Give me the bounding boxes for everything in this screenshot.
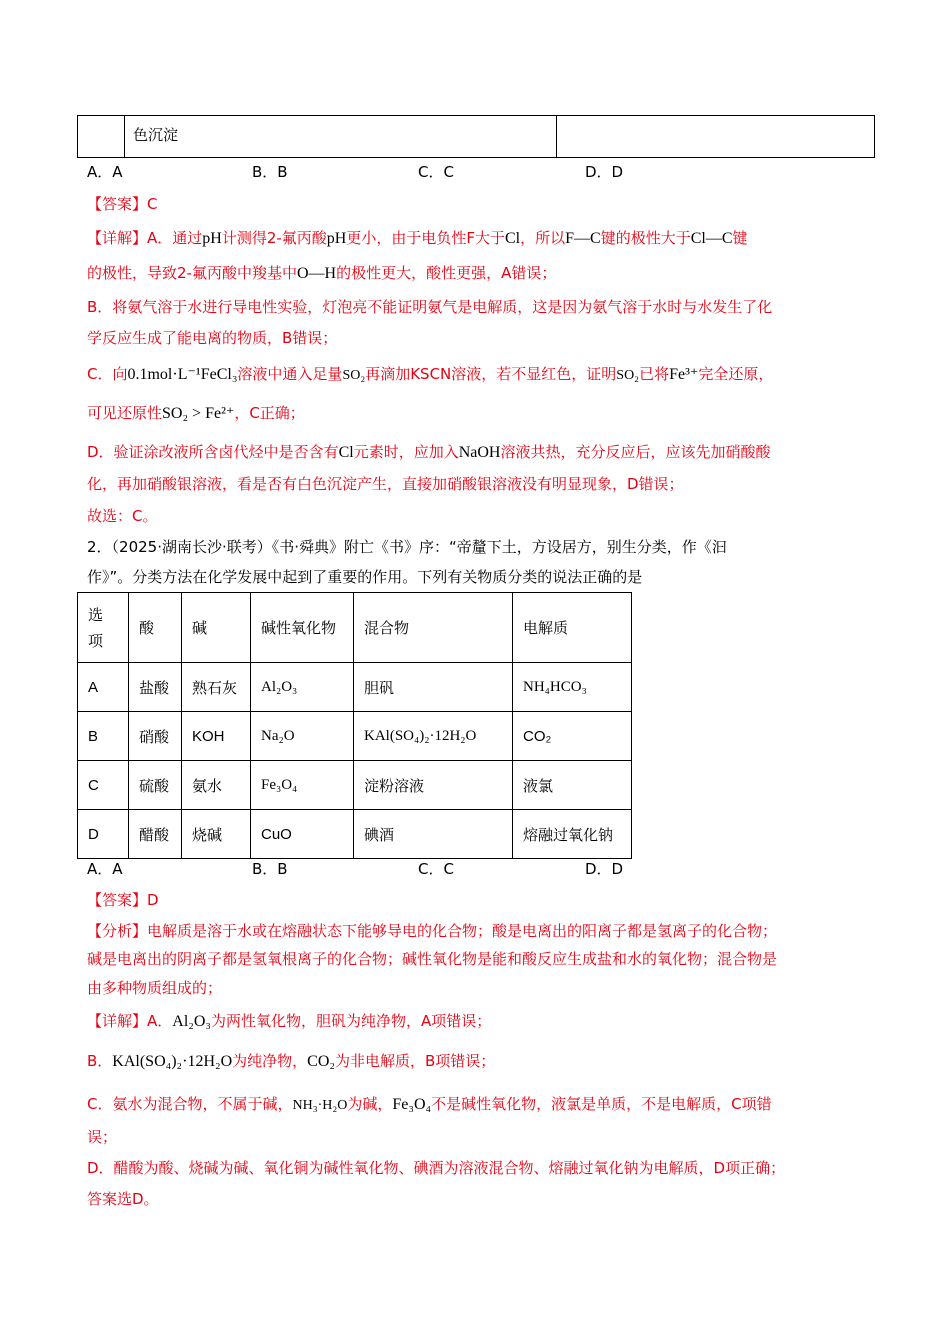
formula-ph: pH bbox=[202, 230, 222, 247]
table-cell: 熟石灰 bbox=[182, 663, 251, 712]
q1-detail-d-line1 bbox=[87, 441, 770, 462]
table-cell: CO₂ bbox=[513, 712, 632, 761]
formula-naoh: NaOH bbox=[458, 444, 501, 461]
table-cell: 液氯 bbox=[513, 761, 632, 810]
table-cell: CuO bbox=[251, 810, 354, 859]
q2-analysis-line3: 由多种物质组成的； bbox=[87, 979, 223, 997]
text: 再滴加KSCN溶液，若不显红色，证明 bbox=[365, 365, 617, 383]
table-cell: D bbox=[78, 810, 129, 859]
table-cell: C bbox=[78, 761, 129, 810]
formula-cl: Cl bbox=[505, 230, 521, 247]
table-cell: B bbox=[78, 712, 129, 761]
header-cell: 碱 bbox=[182, 593, 251, 663]
text: 溶液共热，充分反应后，应该先加硝酸酸 bbox=[500, 443, 771, 461]
q2-analysis-line2: 碱是电离出的阴离子都是氢氧根离子的化合物；碱性氧化物是能和酸反应生成盐和水的氧化物；混合物是 bbox=[87, 950, 778, 968]
table-cell: Al₂O₃ bbox=[251, 663, 354, 712]
table-row bbox=[78, 663, 632, 712]
text: 溶液中通入足量 bbox=[237, 365, 343, 383]
formula-oh: O—H bbox=[296, 265, 337, 282]
header-cell: 混合物 bbox=[354, 593, 513, 663]
classification-table bbox=[77, 592, 632, 859]
text: 不是碱性氧化物，液氯是单质，不是电解质，C项错 bbox=[431, 1095, 772, 1113]
table-cell: 熔融过氧化钠 bbox=[513, 810, 632, 859]
top-table-cell-empty-2 bbox=[557, 116, 875, 158]
q2-option-d: D．D bbox=[585, 860, 624, 878]
table-cell: 盐酸 bbox=[129, 663, 182, 712]
formula-fc: F—C bbox=[565, 230, 601, 247]
text: 为纯净物， bbox=[232, 1052, 308, 1070]
q1-option-b: B．B bbox=[252, 163, 288, 181]
text: 完全还原， bbox=[698, 365, 774, 383]
table-cell: KAl(SO₄)₂·12H₂O bbox=[354, 712, 513, 761]
table-cell: A bbox=[78, 663, 129, 712]
formula-al2o3: Al₂O₃ bbox=[172, 1013, 211, 1030]
text: 键 bbox=[732, 229, 748, 247]
q1-detail-d-line2: 化，再加硝酸银溶液，看是否有白色沉淀产生，直接加硝酸银溶液没有明显现象，D错误； bbox=[87, 475, 684, 493]
text: 为两性氧化物，胆矾为纯净物，A项错误； bbox=[210, 1012, 492, 1030]
q2-option-a: A．A bbox=[87, 860, 123, 878]
q2-detail-b bbox=[87, 1050, 495, 1071]
text: 【详解】A． bbox=[87, 1012, 173, 1030]
text: 键的极性大于 bbox=[600, 229, 691, 247]
header-cell: 电解质 bbox=[513, 593, 632, 663]
q2-option-c: C．C bbox=[418, 860, 454, 878]
table-cell: Fe₃O₄ bbox=[251, 761, 354, 810]
table-cell: 淀粉溶液 bbox=[354, 761, 513, 810]
q1-option-c: C．C bbox=[418, 163, 454, 181]
q1-option-d: D．D bbox=[585, 163, 624, 181]
formula-fecl3: 0.1mol·L⁻¹FeCl₃ bbox=[127, 366, 238, 383]
q1-detail-b-line1: B．将氨气溶于水进行导电性实验，灯泡亮不能证明氨气是电解质，这是因为氨气溶于水时与水发生了化 bbox=[87, 298, 773, 316]
text: 为碱， bbox=[347, 1095, 393, 1113]
formula-fe3o4: Fe₃O₄ bbox=[392, 1096, 432, 1113]
text: 【详解】A．通过 bbox=[87, 229, 203, 247]
text: 已将 bbox=[639, 365, 670, 383]
table-cell: 碘酒 bbox=[354, 810, 513, 859]
table-cell: 硫酸 bbox=[129, 761, 182, 810]
top-table bbox=[77, 115, 875, 158]
table-row bbox=[78, 712, 632, 761]
formula-so2-fe2: SO₂ > Fe²⁺ bbox=[162, 405, 235, 422]
q1-conclusion: 故选：C。 bbox=[87, 507, 158, 525]
header-cell: 碱性氧化物 bbox=[251, 593, 354, 663]
q2-detail-c-line1 bbox=[87, 1093, 772, 1114]
q2-stem-line1: 2．（2025·湖南长沙·联考）《书·舜典》附亡《书》序：“帝釐下土，方设居方，别生分类，作《汩 bbox=[87, 538, 727, 556]
text: 元素时，应加入 bbox=[353, 443, 459, 461]
q2-conclusion: 答案选D。 bbox=[87, 1190, 159, 1208]
text: ，所以 bbox=[520, 229, 566, 247]
table-cell: NH₄HCO₃ bbox=[513, 663, 632, 712]
q2-option-b: B．B bbox=[252, 860, 288, 878]
formula-cl: Cl bbox=[338, 444, 354, 461]
formula-alum: KAl(SO₄)₂·12H₂O bbox=[112, 1053, 233, 1070]
text: C．向 bbox=[87, 365, 128, 383]
q2-detail-c-line2: 误； bbox=[87, 1128, 118, 1146]
q2-detail-d: D．醋酸为酸、烧碱为碱、氧化铜为碱性氧化物、碘酒为溶液混合物、熔融过氧化钠为电解质，D项正确； bbox=[87, 1159, 786, 1177]
q1-detail-c-line1 bbox=[87, 363, 773, 384]
text: 计测得2-氟丙酸 bbox=[221, 229, 327, 247]
text: 可见还原性 bbox=[87, 404, 163, 422]
formula-nh3h2o: NH₃·H₂O bbox=[292, 1098, 348, 1113]
text: ，C正确； bbox=[234, 404, 305, 422]
text: 的极性更大，酸性更强，A错误； bbox=[336, 264, 557, 282]
formula-so2: SO₂ bbox=[342, 368, 366, 383]
top-table-cell-empty bbox=[78, 116, 125, 158]
formula-so2: SO₂ bbox=[616, 368, 640, 383]
q1-detail-b-line2: 学反应生成了能电离的物质，B错误； bbox=[87, 329, 338, 347]
table-row bbox=[78, 810, 632, 859]
q2-analysis-line1: 【分析】电解质是溶于水或在熔融状态下能够导电的化合物；酸是电离出的阳离子都是氢离子的化合物； bbox=[87, 922, 778, 940]
text: B． bbox=[87, 1052, 113, 1070]
table-cell: KOH bbox=[182, 712, 251, 761]
top-table-cell-text: 色沉淀 bbox=[125, 116, 557, 158]
header-cell bbox=[78, 593, 129, 663]
table-cell: Na₂O bbox=[251, 712, 354, 761]
formula-co2: CO₂ bbox=[307, 1053, 335, 1070]
text: 的极性，导致2-氟丙酸中羧基中 bbox=[87, 264, 297, 282]
table-cell: 胆矾 bbox=[354, 663, 513, 712]
q1-option-a: A．A bbox=[87, 163, 123, 181]
text: D．验证涂改液所含卤代烃中是否含有 bbox=[87, 443, 339, 461]
q2-detail-a bbox=[87, 1010, 491, 1031]
table-cell: 硝酸 bbox=[129, 712, 182, 761]
formula-fe3: Fe³⁺ bbox=[669, 366, 699, 383]
table-cell: 醋酸 bbox=[129, 810, 182, 859]
header-cell: 酸 bbox=[129, 593, 182, 663]
formula-clc: Cl—C bbox=[690, 230, 733, 247]
q2-answer: 【答案】D bbox=[87, 891, 159, 909]
q1-answer: 【答案】C bbox=[87, 195, 158, 213]
q1-detail-c-line2 bbox=[87, 402, 305, 423]
text: 为非电解质，B项错误； bbox=[334, 1052, 496, 1070]
table-cell: 氨水 bbox=[182, 761, 251, 810]
q1-detail-a-line1 bbox=[87, 227, 748, 248]
q2-stem-line2: 作》”。分类方法在化学发展中起到了重要的作用。下列有关物质分类的说法正确的是 bbox=[87, 568, 643, 586]
header-option: 选项 bbox=[88, 605, 104, 650]
table-cell: 烧碱 bbox=[182, 810, 251, 859]
table-row bbox=[78, 761, 632, 810]
formula-ph: pH bbox=[326, 230, 347, 247]
text: C．氨水为混合物，不属于碱， bbox=[87, 1095, 293, 1113]
table-header-row bbox=[78, 593, 632, 663]
q1-detail-a-line2 bbox=[87, 262, 556, 283]
text: 更小，由于电负性F大于 bbox=[346, 229, 505, 247]
